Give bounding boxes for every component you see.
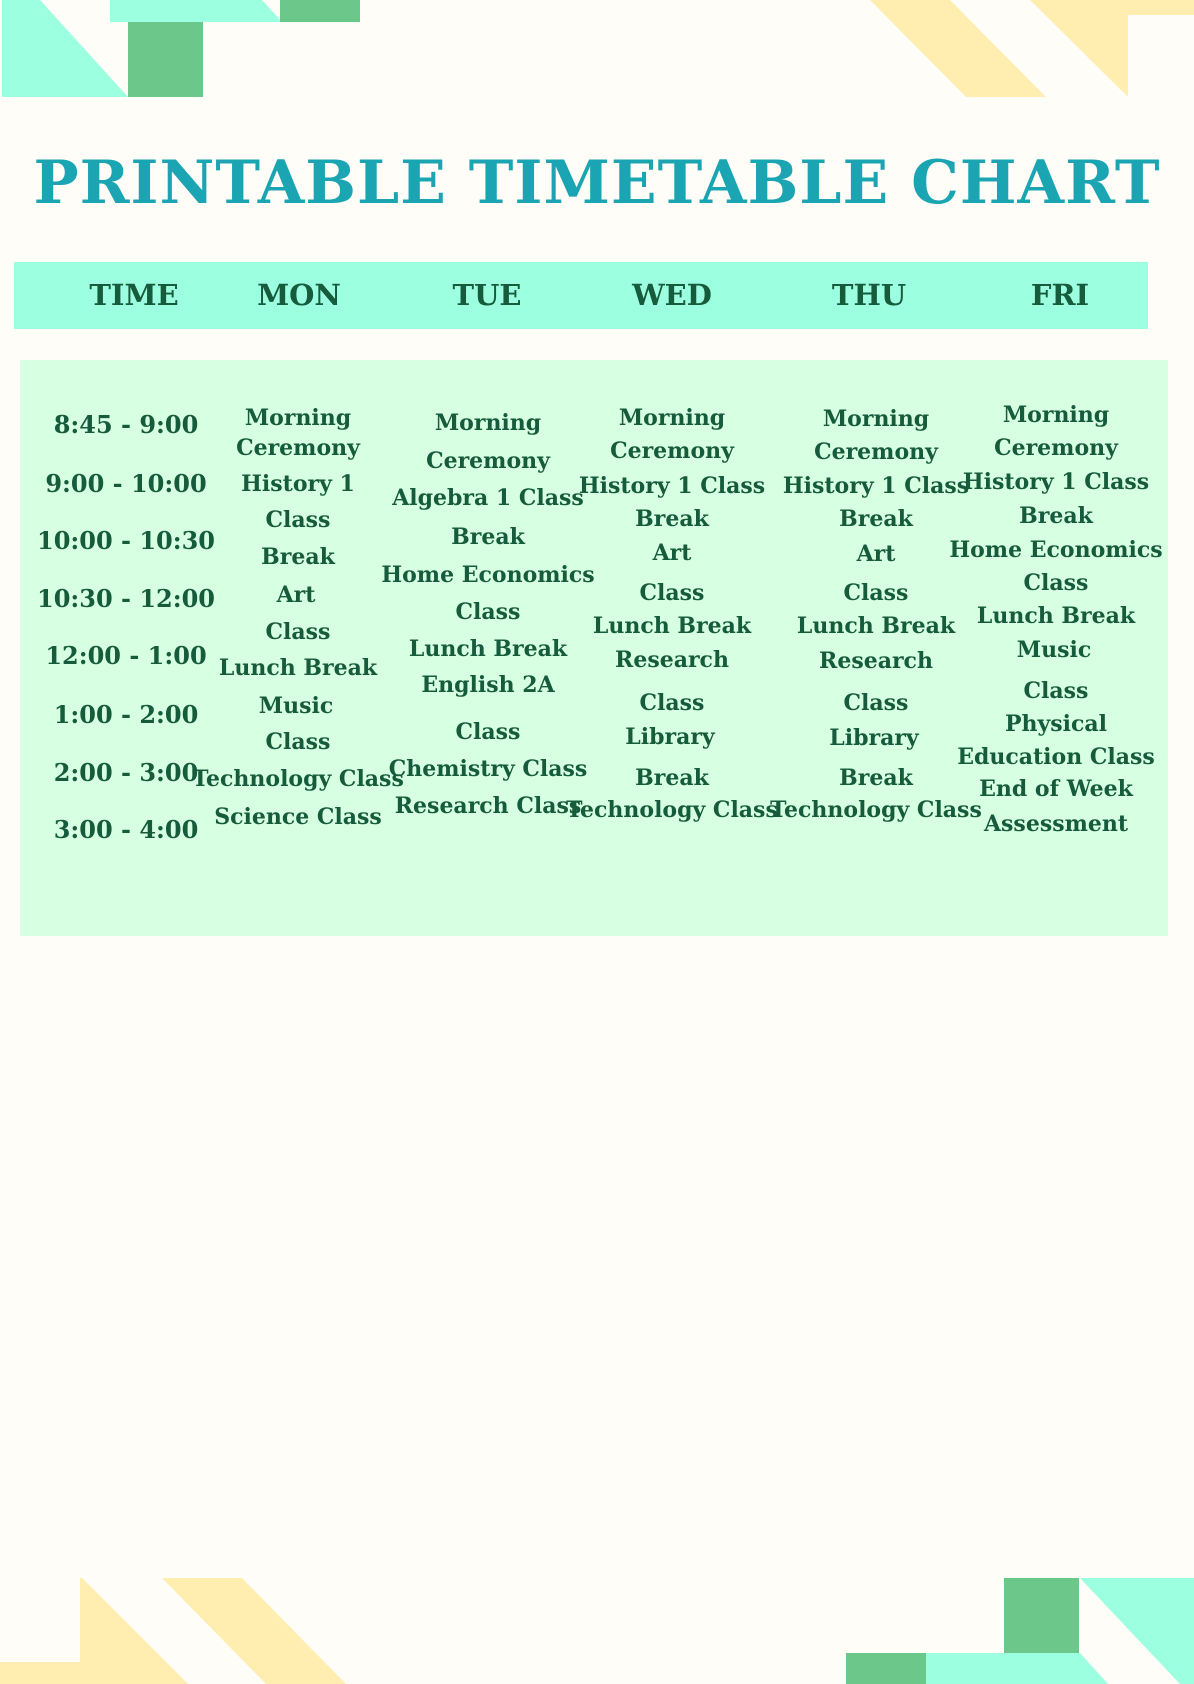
schedule-entry: Class: [455, 719, 521, 745]
schedule-entry: History 1 Class: [782, 473, 970, 499]
schedule-entry: Ceremony: [994, 435, 1118, 461]
schedule-entry: English 2A: [421, 672, 555, 698]
schedule-entry: Class: [1023, 678, 1089, 704]
schedule-entry: Education Class: [957, 744, 1155, 770]
deco-yellow-bar: [0, 1662, 82, 1684]
schedule-entry: Lunch Break: [408, 636, 568, 662]
schedule-entry: History 1 Class: [578, 473, 766, 499]
schedule-entry: Morning: [244, 405, 352, 431]
schedule-entry: Break: [451, 524, 525, 550]
deco-yellow-triangle: [80, 1578, 188, 1684]
schedule-entry: Technology Class: [566, 797, 778, 823]
deco-mint-triangle: [1080, 1578, 1194, 1684]
schedule-entry: Technology Class: [770, 797, 982, 823]
deco-mint-bar: [926, 1653, 1108, 1684]
schedule-entry: Music: [1016, 637, 1092, 663]
schedule-entry: Morning: [1002, 402, 1110, 428]
schedule-entry: Lunch Break: [592, 613, 752, 639]
deco-yellow-stripe: [162, 1578, 346, 1684]
time-slot: 3:00 - 4:00: [53, 815, 199, 844]
time-slot: 9:00 - 10:00: [45, 469, 207, 498]
schedule-entry: Ceremony: [236, 435, 360, 461]
deco-green-bar: [846, 1653, 926, 1684]
schedule-entry: Ceremony: [814, 439, 938, 465]
schedule-entry: Class: [455, 599, 521, 625]
deco-mint-bar: [110, 0, 282, 22]
schedule-entry: Break: [635, 506, 709, 532]
schedule-entry: Research: [615, 647, 729, 673]
deco-green-bar: [280, 0, 360, 22]
schedule-entry: End of Week: [979, 776, 1133, 802]
schedule-entry: Morning: [434, 410, 542, 436]
deco-yellow-bar: [1112, 0, 1194, 15]
table-header: [14, 262, 1148, 329]
schedule-entry: Lunch Break: [796, 613, 956, 639]
time-slot: 10:00 - 10:30: [37, 526, 215, 555]
schedule-entry: Assessment: [983, 811, 1129, 837]
schedule-entry: Class: [843, 690, 909, 716]
schedule-entry: Morning: [822, 406, 930, 432]
schedule-entry: Lunch Break: [218, 655, 378, 681]
time-slot: 1:00 - 2:00: [53, 700, 199, 729]
schedule-entry: History 1: [241, 471, 355, 497]
schedule-entry: Library: [625, 724, 715, 750]
deco-yellow-stripe: [870, 0, 1046, 97]
schedule-entry: Science Class: [214, 804, 382, 830]
schedule-entry: Ceremony: [426, 448, 550, 474]
time-slot: 12:00 - 1:00: [45, 641, 207, 670]
column-header-mon: MON: [257, 278, 341, 312]
schedule-entry: Morning: [618, 405, 726, 431]
schedule-entry: Music: [258, 693, 334, 719]
schedule-entry: Home Economics: [381, 562, 595, 588]
page-title: PRINTABLE TIMETABLE CHART: [33, 148, 1161, 218]
column-header-fri: FRI: [1030, 278, 1090, 312]
time-slot: 8:45 - 9:00: [53, 410, 199, 439]
schedule-entry: Break: [635, 765, 709, 791]
schedule-entry: Class: [265, 729, 331, 755]
schedule-entry: Algebra 1 Class: [392, 485, 584, 511]
schedule-entry: Physical: [1004, 711, 1108, 737]
schedule-entry: Class: [1023, 570, 1089, 596]
deco-green-square: [128, 22, 203, 97]
schedule-entry: Technology Class: [192, 766, 404, 792]
schedule-entry: Class: [639, 690, 705, 716]
column-header-wed: WED: [632, 278, 712, 312]
schedule-entry: Library: [829, 725, 919, 751]
schedule-entry: Home Economics: [949, 537, 1163, 563]
schedule-entry: Art: [652, 540, 692, 566]
schedule-entry: Break: [839, 506, 913, 532]
schedule-entry: History 1 Class: [962, 469, 1150, 495]
schedule-entry: Break: [261, 544, 335, 570]
timetable-body: [20, 360, 1168, 936]
deco-green-square: [1004, 1578, 1079, 1653]
time-slot: 2:00 - 3:00: [53, 758, 199, 787]
column-header-thu: THU: [831, 278, 907, 312]
deco-mint-triangle: [2, 0, 128, 97]
schedule-entry: Break: [839, 765, 913, 791]
time-slot: 10:30 - 12:00: [37, 584, 215, 613]
column-header-time: TIME: [89, 278, 179, 312]
schedule-entry: Class: [265, 619, 331, 645]
schedule-entry: Lunch Break: [976, 603, 1136, 629]
schedule-entry: Research: [819, 648, 933, 674]
schedule-entry: Ceremony: [610, 438, 734, 464]
schedule-entry: Break: [1019, 503, 1093, 529]
schedule-entry: Art: [276, 582, 316, 608]
schedule-entry: Class: [639, 580, 705, 606]
schedule-entry: Art: [856, 541, 896, 567]
schedule-entry: Class: [265, 507, 331, 533]
schedule-entry: Chemistry Class: [388, 756, 588, 782]
schedule-entry: Class: [843, 580, 909, 606]
schedule-entry: Research Class: [394, 793, 582, 819]
column-header-tue: TUE: [452, 278, 522, 312]
